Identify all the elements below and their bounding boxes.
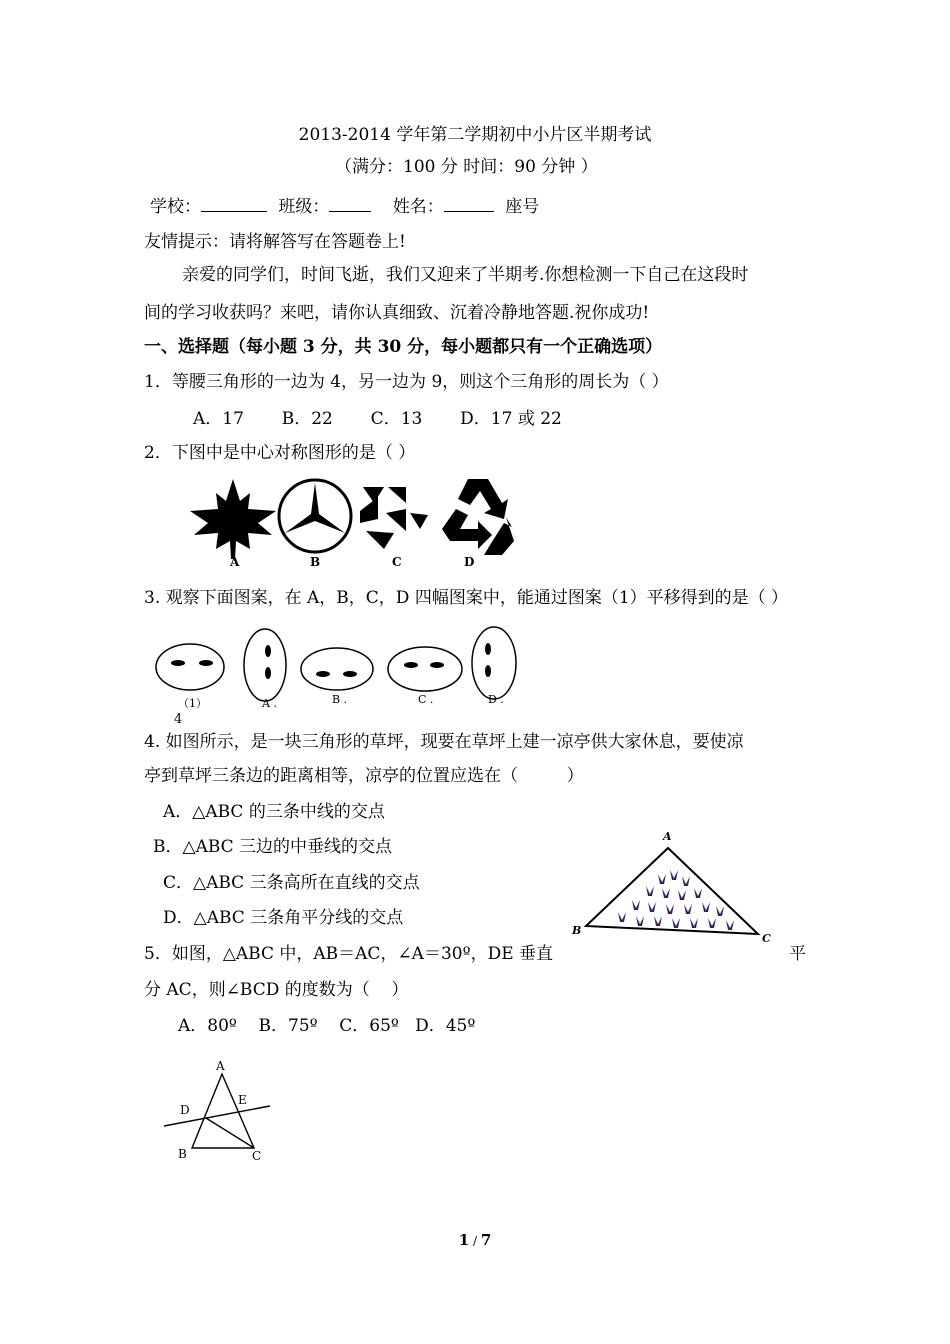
- pinwheel-figure: [360, 487, 428, 549]
- pattern-c: [388, 647, 462, 691]
- q3-label-1: （1）: [178, 697, 207, 710]
- q2-label-a: A: [230, 555, 240, 569]
- seat-label: 座号: [505, 197, 540, 217]
- q4-stem-2: 亭到草坪三条边的距离相等，凉亭的位置应选在（ ）: [144, 766, 584, 786]
- section-heading: 一、选择题（每小题 3 分，共 30 分，每小题都只有一个正确选项）: [144, 337, 663, 357]
- intro-line-1: 亲爱的同学们，时间飞逝，我们又迎来了半期考.你想检测一下自己在这段时: [182, 265, 749, 285]
- q3-label-b: B .: [332, 693, 348, 706]
- intro-line-2: 间的学习收获吗？来吧，请你认真细致、沉着冷静地答题.祝你成功!: [144, 303, 650, 323]
- exam-title: 2013-2014 学年第二学期初中小片区半期考试: [298, 125, 652, 145]
- exam-subtitle: （满分：100 分 时间：90 分钟 ）: [335, 157, 598, 177]
- q2-stem: 2．下图中是中心对称图形的是（ ）: [144, 443, 416, 463]
- student-info-line: [150, 193, 539, 218]
- pattern-a: [244, 629, 286, 701]
- school-blank[interactable]: [201, 193, 267, 212]
- q5-stem-1: 5．如图，△ABC 中，AB＝AC，∠A＝30º，DE 垂直: [144, 944, 554, 964]
- q4-option-b: B．△ABC 三边的中垂线的交点: [153, 837, 393, 857]
- q3-stray-number: 4: [174, 712, 183, 727]
- q5-options: A．80º B．75º C．65º D．45º: [178, 1016, 476, 1036]
- q4-option-d: D．△ABC 三条角平分线的交点: [163, 908, 404, 928]
- q5-label-c: C: [252, 1149, 262, 1163]
- lawn-label-a: A: [663, 830, 672, 843]
- pattern-1: [156, 644, 224, 690]
- q4-option-c: C．△ABC 三条高所在直线的交点: [163, 873, 420, 893]
- q3-stem: 3. 观察下面图案，在 A，B，C，D 四幅图案中，能通过图案（1）平移得到的是（ ）: [144, 588, 789, 608]
- q5-stem-2: 分 AC，则∠BCD 的度数为（ ）: [144, 980, 409, 1000]
- q1-stem: 1．等腰三角形的一边为 4，另一边为 9，则这个三角形的周长为（ ）: [144, 372, 669, 392]
- q5-label-b: B: [178, 1147, 187, 1161]
- mercedes-star-figure: [279, 480, 351, 552]
- q2-figures: [188, 473, 518, 568]
- q2-label-d: D: [464, 555, 475, 569]
- page-current: 1: [458, 1231, 470, 1249]
- q5-label-d: D: [180, 1103, 190, 1117]
- pattern-b: [301, 648, 373, 690]
- friendly-tip: 友情提示：请将解答写在答题卷上!: [144, 232, 406, 252]
- page-number: [0, 1229, 950, 1252]
- q3-label-d: D .: [488, 693, 504, 706]
- lawn-label-b: B: [572, 924, 582, 937]
- q5-label-a: A: [216, 1059, 225, 1073]
- lawn-label-c: C: [762, 932, 771, 945]
- q4-stem-1: 4. 如图所示，是一块三角形的草坪，现要在草坪上建一凉亭供大家休息，要使凉: [144, 732, 744, 752]
- q2-label-b: B: [310, 555, 321, 569]
- pattern-d: [472, 627, 516, 699]
- q3-figures: [150, 625, 530, 725]
- maple-leaf-figure: [190, 479, 276, 559]
- school-label: 学校：: [150, 197, 201, 217]
- recycle-figure: [442, 479, 514, 555]
- q4-option-a: A．△ABC 的三条中线的交点: [163, 802, 385, 822]
- name-blank[interactable]: [444, 193, 494, 212]
- page-sep: /: [469, 1234, 481, 1248]
- q1-options: A．17 B．22 C．13 D．17 或 22: [193, 409, 562, 429]
- page-total: 7: [480, 1231, 492, 1249]
- q2-label-c: C: [392, 555, 402, 569]
- class-blank[interactable]: [329, 193, 371, 212]
- q3-label-c: C .: [418, 693, 434, 706]
- q5-label-e: E: [238, 1093, 247, 1107]
- name-label: 姓名：: [392, 197, 444, 217]
- q5-triangle-figure: [160, 1056, 290, 1166]
- lawn-triangle-figure: [566, 828, 786, 948]
- class-label: 班级：: [278, 197, 330, 217]
- q3-label-a: A .: [262, 697, 277, 710]
- q5-stem-1-end: 平: [789, 944, 806, 964]
